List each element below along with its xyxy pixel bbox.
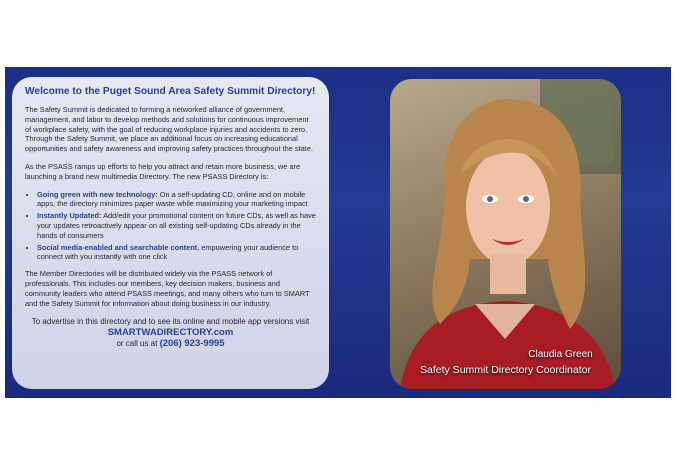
directory-link[interactable]: SMARTWADIRECTORY.com (107, 327, 234, 339)
feature-text: Add/edit your promotional content on future CDs, as well as have your updates retroactively appear on all existing self-updating CDs already in the hands of consumers (37, 211, 316, 240)
feature-text: , empowering your audience to connect with you instantly with one click (37, 242, 299, 262)
cta-line: To advertise in this directory and to see its online and mobile app versions visit (31, 317, 310, 327)
feature-item (37, 211, 316, 240)
feature-item (37, 243, 316, 263)
person-role: Safety Summit Directory Coordinator (420, 364, 591, 376)
call-prefix: or call us at (116, 339, 160, 349)
info-card (12, 77, 329, 389)
phone-number[interactable]: (206) 923-9995 (159, 338, 225, 350)
feature-title: Social media-enabled and searchable content (37, 242, 198, 252)
person-name: Claudia Green (528, 349, 593, 360)
call-to-action (25, 316, 316, 349)
launch-paragraph: As the PSASS ramps up efforts to help you attract and retain more business, we are launching a brand new multimedia Directory. The new PSASS Directory is: (25, 161, 301, 181)
feature-title: Going green with new technology: (37, 189, 158, 199)
feature-list (25, 190, 316, 263)
intro-paragraph: The Safety Summit is dedicated to forming a networked alliance of government, management, and labor to develop methods and solutions for continuous improvement of workplace safety, with the goal of reducing workplace injuries and accidents to zero. Through the Safety Summit, we place an additional focus on increasing educational opportunities and safety awareness and improving safety practices throughout the state. (25, 105, 313, 154)
distribution-paragraph: The Member Directories will be distributed widely via the PSASS network of professionals. This includes our members, key decision makers, business and community leaders who attend PSASS meetings, and many others who turn to SMART and the Safety Summit for information about doing business in our industry. (25, 269, 310, 308)
feature-title: Instantly Updated: (37, 211, 102, 221)
portrait-illustration (390, 79, 621, 389)
feature-item (37, 190, 316, 210)
feature-text: On a self-updating CD, online and on mobile apps, the directory minimizes paper waste while maximizing your marketing impact (37, 189, 308, 209)
card-title: Welcome to the Puget Sound Area Safety Summit Directory! (25, 86, 316, 97)
portrait-photo (390, 79, 621, 389)
